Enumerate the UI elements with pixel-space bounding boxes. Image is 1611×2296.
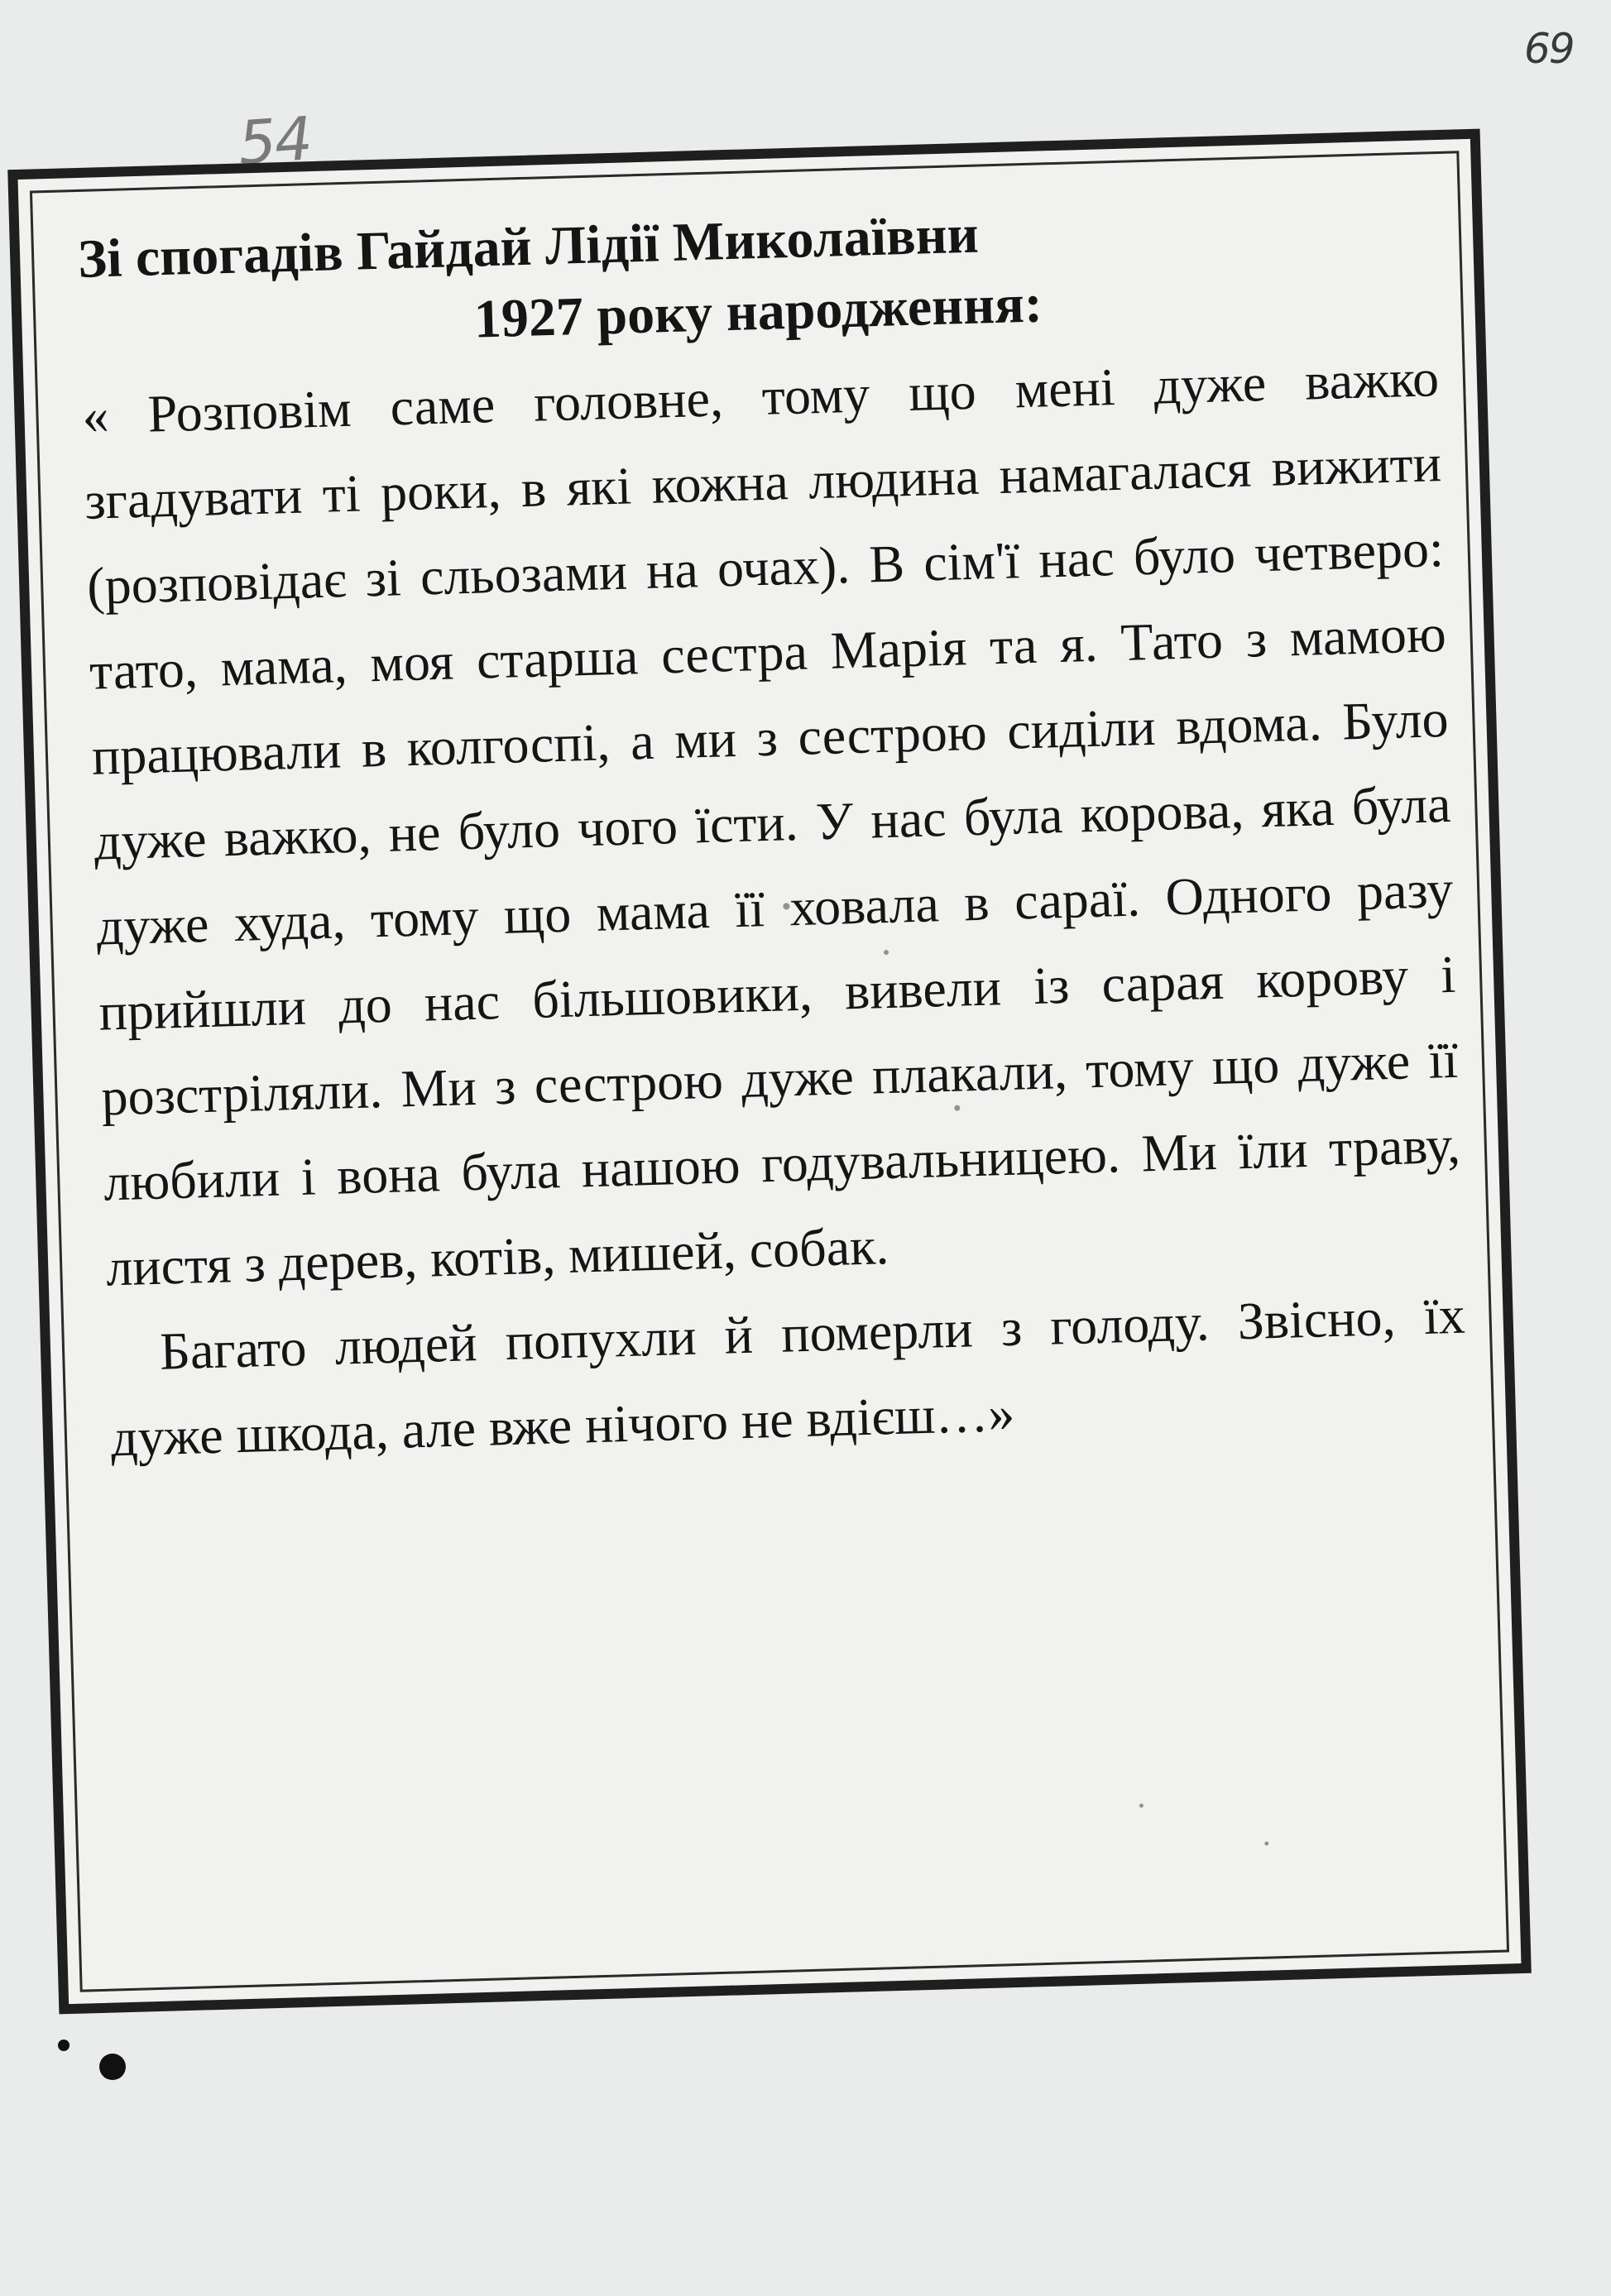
page-number-top-right: 69 [1524, 25, 1574, 73]
page-number-top-left: 54 [236, 103, 314, 178]
paragraph-2: Багато людей попухли й померли з голоду. Звісно, їх дуже шкода, але вже нічого не вдієш…» [110, 1285, 1466, 1468]
document-body [81, 335, 1469, 1480]
paragraph-1: « Розповім саме головне, тому що мені дуже важко згадувати ті роки, в які кожна людина намагалася вижити (розповідає зі сльозами на очах). В сім'ї нас було четверо: тато, мама, моя старша сестра Марія та я. Тато з мамою працювали в колгоспі, а ми з сестрою сиділи вдома. Було дуже важко, не було чого їсти. У нас була корова, яка була дуже худа, тому що мама її ховала в сараї. Одного разу прийшли до нас більшовики, вивели із сарая корову і розстріляли. Ми з сестрою дуже плакали, тому що дуже її любили і вона була нашою годувальницею. Ми їли траву, листя з дерев, котів, мишей, собак. [81, 348, 1461, 1297]
document-title: Зі спогадів Гайдай Лідії Миколаївни [77, 204, 980, 290]
binder-hole [58, 2040, 70, 2051]
binder-hole [99, 2054, 126, 2080]
document-frame [7, 129, 1532, 2015]
document-content [77, 188, 1469, 1480]
scan-speck [1264, 1842, 1268, 1846]
document-subtitle: 1927 року народження: [472, 273, 1043, 350]
